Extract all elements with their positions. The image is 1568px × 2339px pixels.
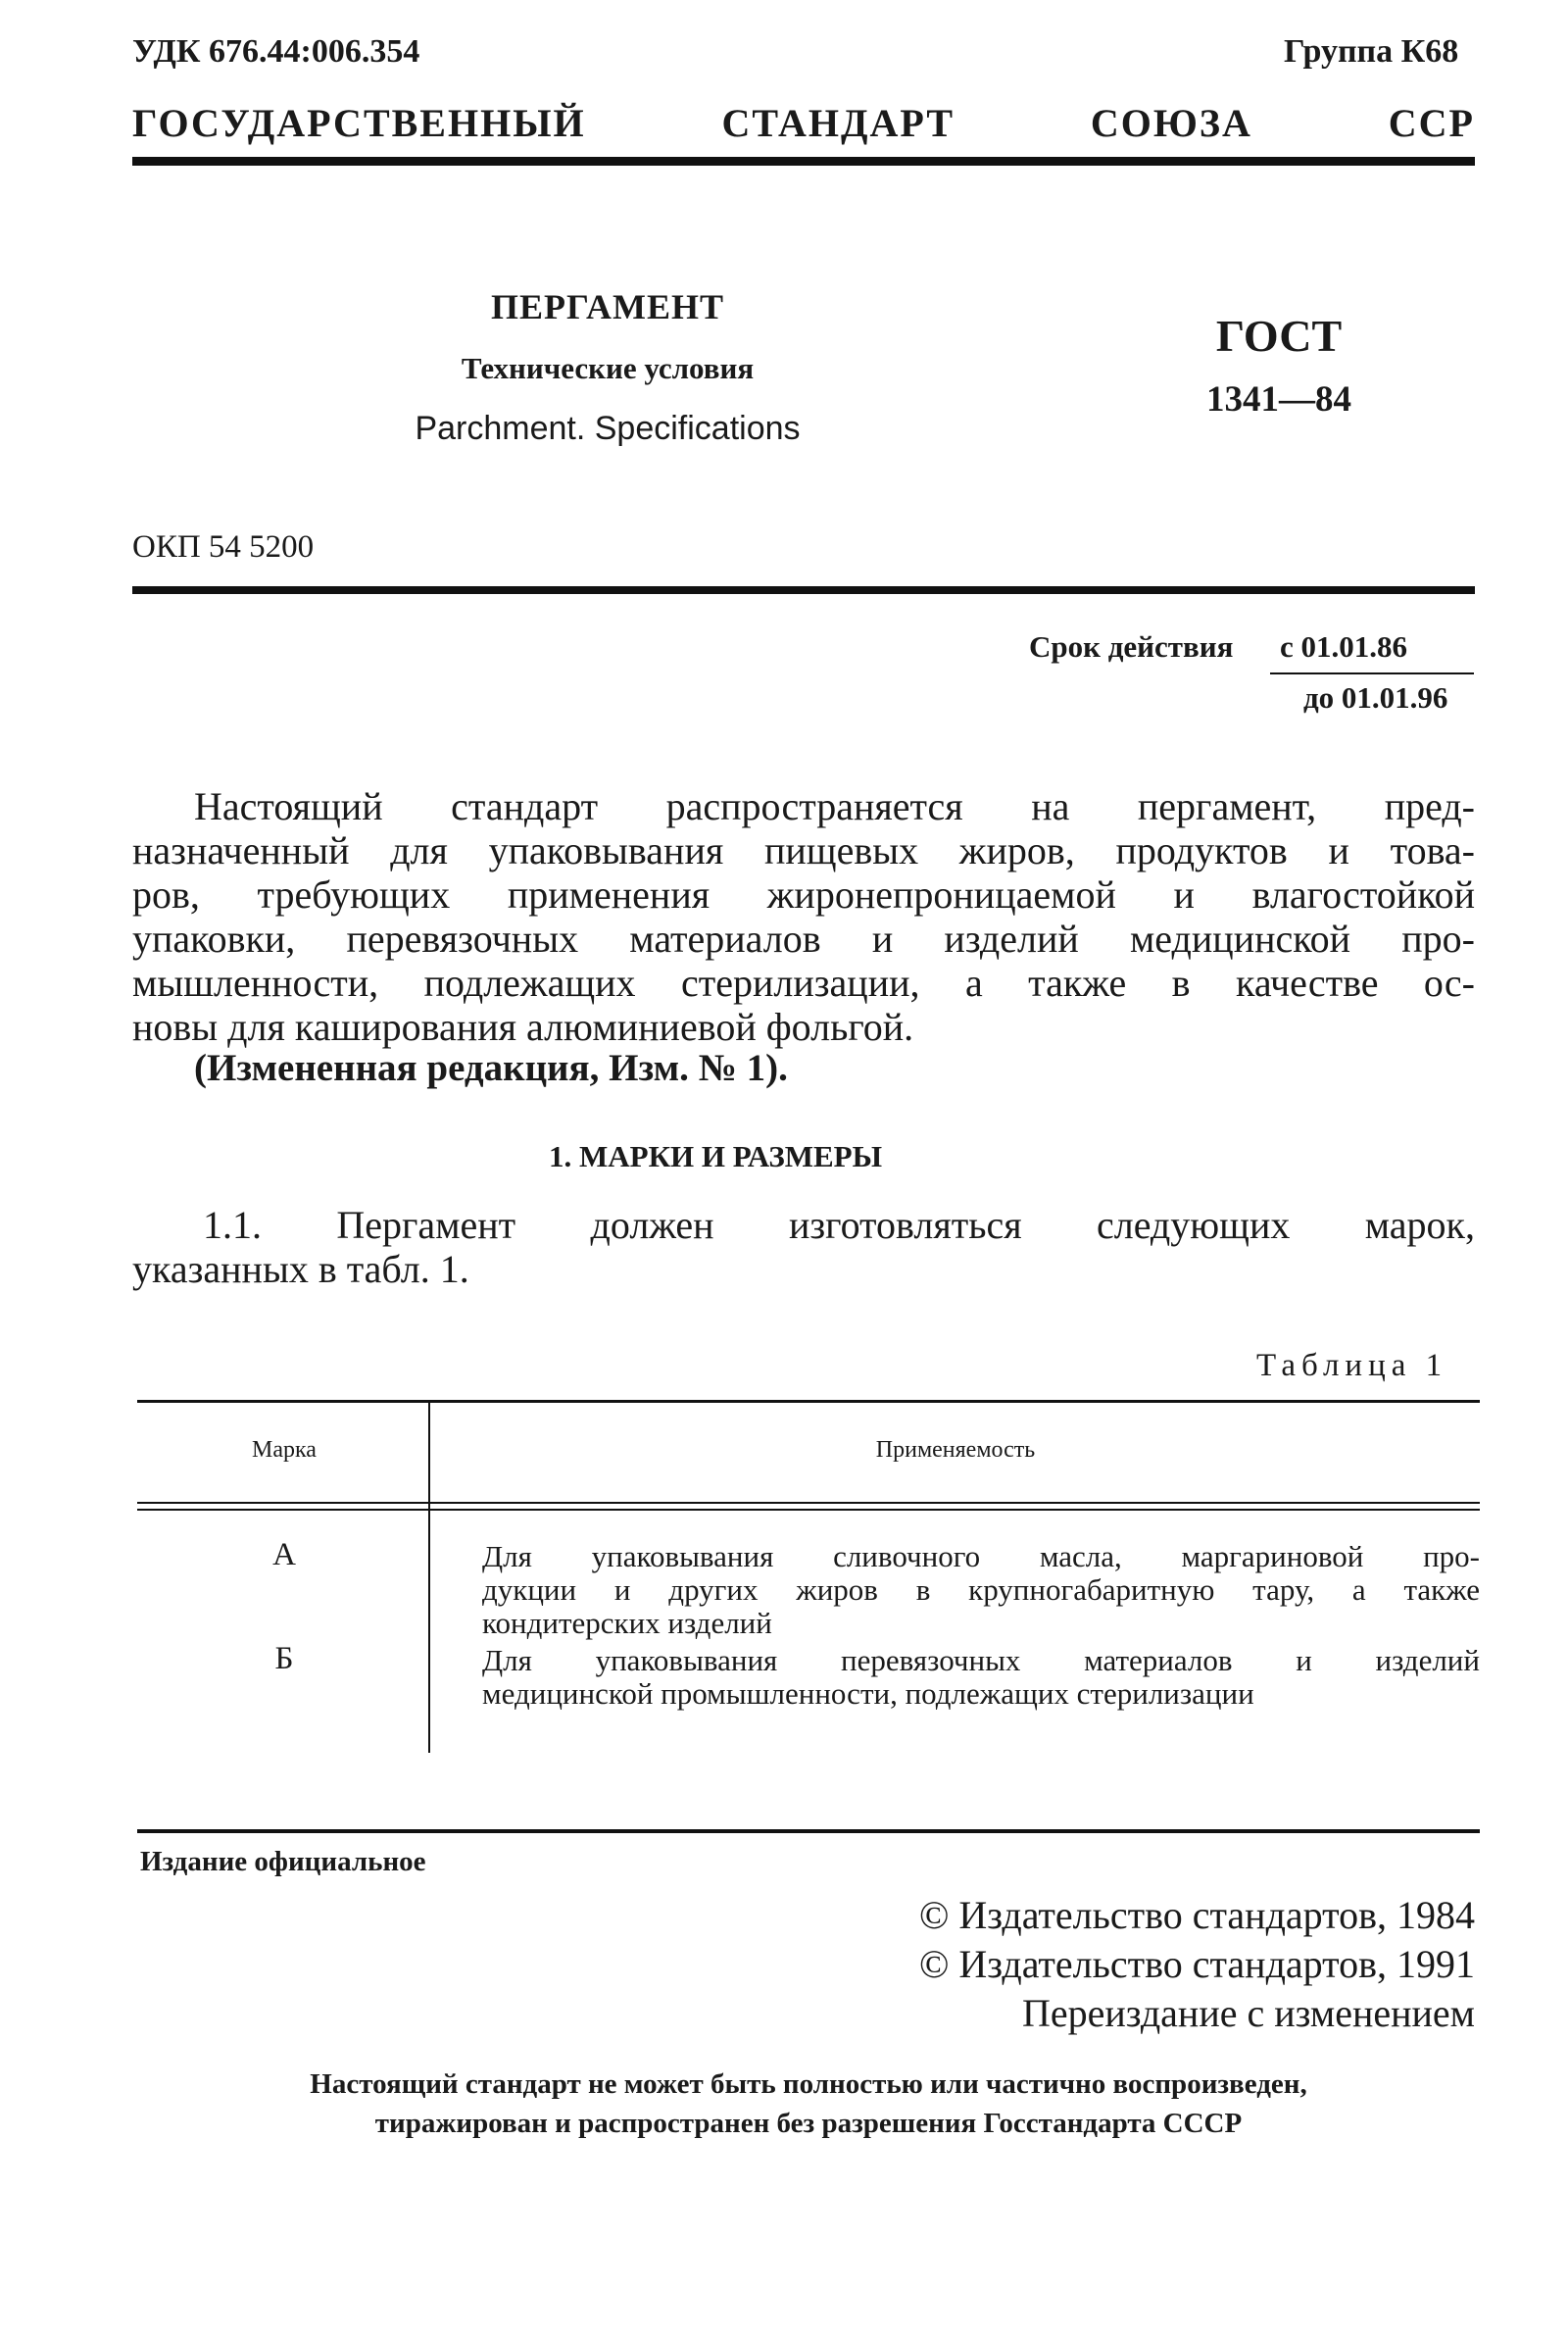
footer-rule <box>137 1829 1480 1833</box>
reissue-note: Переиздание с изменением <box>1021 1991 1475 2035</box>
table-cell-line: дукции и других жиров в крупногабаритную тару, а также <box>482 1572 1480 1607</box>
udk-code: УДК 676.44:006.354 <box>132 33 420 70</box>
table-top-rule <box>137 1400 1480 1403</box>
state-standard-heading: ГОСУДАРСТВЕННЫЙ СТАНДАРТ СОЮЗА ССР <box>132 101 1475 145</box>
clause-1-1 <box>132 1203 1475 1291</box>
table-header-rule <box>137 1509 1480 1511</box>
table-header-mark: Марка <box>252 1437 317 1463</box>
reproduction-notice: тиражирован и распространен без разрешения Госстандарта СССР <box>374 2108 1243 2139</box>
table-cell-line: Для упаковывания сливочного масла, маргариновой про- <box>482 1539 1480 1573</box>
table-cell-mark: Б <box>274 1641 294 1676</box>
title-rule <box>132 586 1475 594</box>
table-cell-mark: А <box>272 1537 296 1572</box>
table-caption: Таблица 1 <box>1256 1348 1448 1383</box>
copyright-line: © Издательство стандартов, 1991 <box>918 1942 1475 1986</box>
group-code: Группа К68 <box>1284 33 1459 70</box>
intro-line: новы для каширования алюминиевой фольгой. <box>132 1005 914 1049</box>
document-title: ПЕРГАМЕНТ <box>491 287 724 326</box>
clause-line: указанных в табл. 1. <box>132 1247 469 1291</box>
reproduction-notice: Настоящий стандарт не может быть полностью или частично воспроизведен, <box>310 2068 1307 2100</box>
intro-line: мышленности, подлежащих стерилизации, а также в качестве ос- <box>132 961 1475 1005</box>
intro-line: Настоящий стандарт распространяется на пергамент, пред- <box>194 784 1475 828</box>
intro-line: ров, требующих применения жиронепроницаемой и влагостойкой <box>132 872 1475 917</box>
table-cell-line: медицинской промышленности, подлежащих стерилизации <box>482 1676 1254 1711</box>
english-title: Parchment. Specifications <box>415 410 801 447</box>
table-cell-line: Для упаковывания перевязочных материалов и изделий <box>482 1643 1480 1677</box>
gost-number: 1341—84 <box>1206 379 1351 420</box>
official-edition-label: Издание официальное <box>140 1846 426 1877</box>
validity-from: с 01.01.86 <box>1280 629 1408 664</box>
table-cell-line: кондитерских изделий <box>482 1606 772 1640</box>
table-header-applicability: Применяемость <box>875 1437 1036 1463</box>
intro-paragraph <box>132 784 1475 1049</box>
copyright-line: © Издательство стандартов, 1984 <box>918 1893 1475 1937</box>
intro-line: упаковки, перевязочных материалов и изделий медицинской про- <box>132 917 1475 961</box>
validity-divider <box>1270 672 1474 674</box>
section-heading: 1. МАРКИ И РАЗМЕРЫ <box>549 1139 883 1173</box>
okp-code: ОКП 54 5200 <box>132 529 315 565</box>
header-rule <box>132 157 1475 166</box>
amendment-note: (Измененная редакция, Изм. № 1). <box>194 1047 788 1089</box>
table-cell-applicability <box>482 1540 1480 1640</box>
intro-line: назначенный для упаковывания пищевых жиров, продуктов и това- <box>132 828 1475 872</box>
table-cell-applicability <box>482 1644 1480 1711</box>
validity-label: Срок действия <box>1029 629 1234 664</box>
validity-to: до 01.01.96 <box>1303 680 1448 715</box>
gost-label: ГОСТ <box>1215 311 1343 361</box>
clause-line: 1.1. Пергамент должен изготовляться следующих марок, <box>203 1203 1475 1247</box>
document-subtitle: Технические условия <box>461 351 755 385</box>
table-header-rule <box>137 1502 1480 1504</box>
